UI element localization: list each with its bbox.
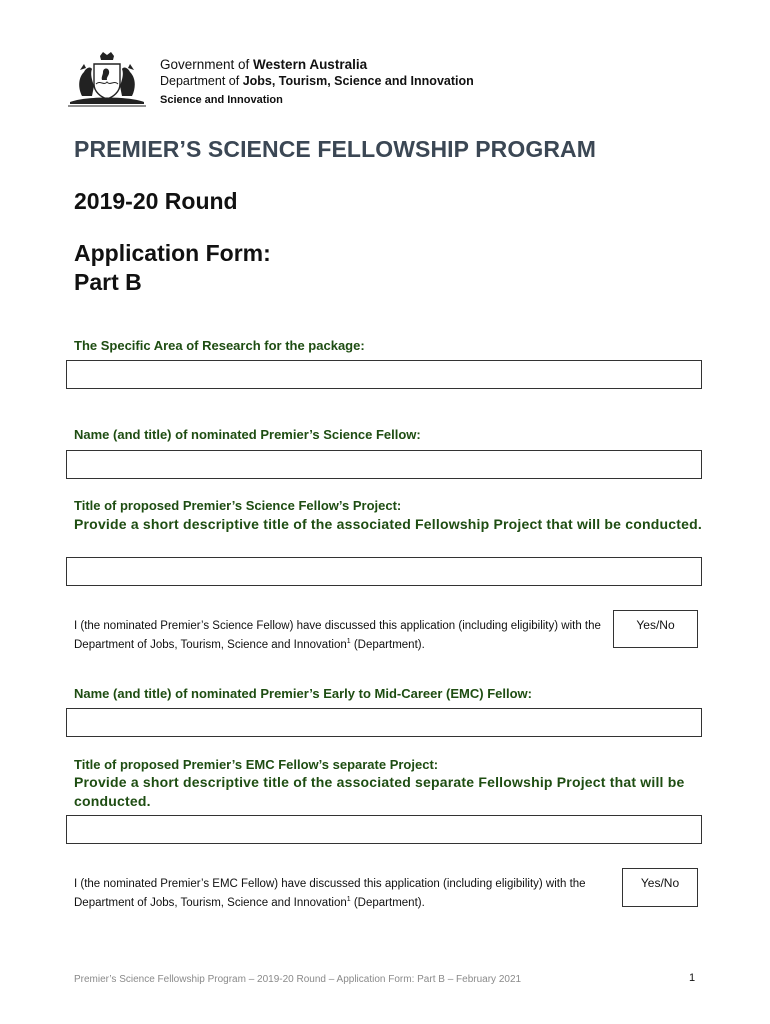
round-heading: 2019-20 Round [74, 188, 238, 214]
emc-name-field[interactable] [66, 708, 702, 737]
fellow-name-label: Name (and title) of nominated Premier’s Science Fellow: [74, 427, 421, 442]
government-line [160, 57, 367, 72]
dept-name: Jobs, Tourism, Science and Innovation [242, 74, 474, 88]
department-line [160, 74, 474, 88]
form-title [74, 239, 271, 297]
footnote-ref: 1 [346, 896, 351, 903]
emc-project-description: Provide a short descriptive title of the associated separate Fellowship Project that will be conducted. [74, 774, 685, 809]
emc-project-field[interactable] [66, 815, 702, 844]
form-title-line2: Part B [74, 269, 142, 295]
fellow-project-label: Title of proposed Premier’s Science Fellow’s Project: [74, 498, 402, 513]
emc-project-label: Title of proposed Premier’s EMC Fellow’s separate Project: [74, 757, 439, 772]
fellow-declaration [74, 619, 604, 653]
gov-name: Western Australia [253, 57, 368, 72]
emc-declaration-end: (Department). [350, 896, 425, 909]
form-title-line1: Application Form: [74, 240, 271, 266]
wa-government-crest [66, 50, 148, 108]
division-line: Science and Innovation [160, 94, 283, 106]
gov-prefix: Government of [160, 57, 254, 72]
fellow-yes-no-field[interactable]: Yes/No [613, 610, 698, 648]
dept-prefix: Department of [160, 74, 243, 88]
fellow-name-field[interactable] [66, 450, 702, 479]
emc-yes-no-field[interactable]: Yes/No [622, 868, 698, 907]
page-title: PREMIER’S SCIENCE FELLOWSHIP PROGRAM [74, 136, 596, 162]
page-number: 1 [689, 972, 696, 984]
research-area-label: The Specific Area of Research for the package: [74, 338, 365, 353]
emc-declaration [74, 877, 604, 911]
fellow-project-field[interactable] [66, 557, 702, 586]
research-area-field[interactable] [66, 360, 702, 389]
emc-name-label: Name (and title) of nominated Premier’s Early to Mid-Career (EMC) Fellow: [74, 686, 532, 701]
emc-declaration-text: I (the nominated Premier’s EMC Fellow) have discussed this application (including eligibility) with the Department of Jobs, Tourism, Science and Innovation [74, 878, 586, 909]
footer-text: Premier’s Science Fellowship Program – 2019-20 Round – Application Form: Part B – February 2021 [74, 974, 522, 985]
footnote-ref: 1 [346, 638, 351, 645]
fellow-declaration-end: (Department). [350, 638, 425, 651]
fellow-project-description: Provide a short descriptive title of the associated Fellowship Project that will be conducted. [74, 516, 702, 532]
fellow-declaration-text: I (the nominated Premier’s Science Fellow) have discussed this application (including eligibility) with the Department of Jobs, Tourism, Science and Innovation [74, 620, 601, 651]
